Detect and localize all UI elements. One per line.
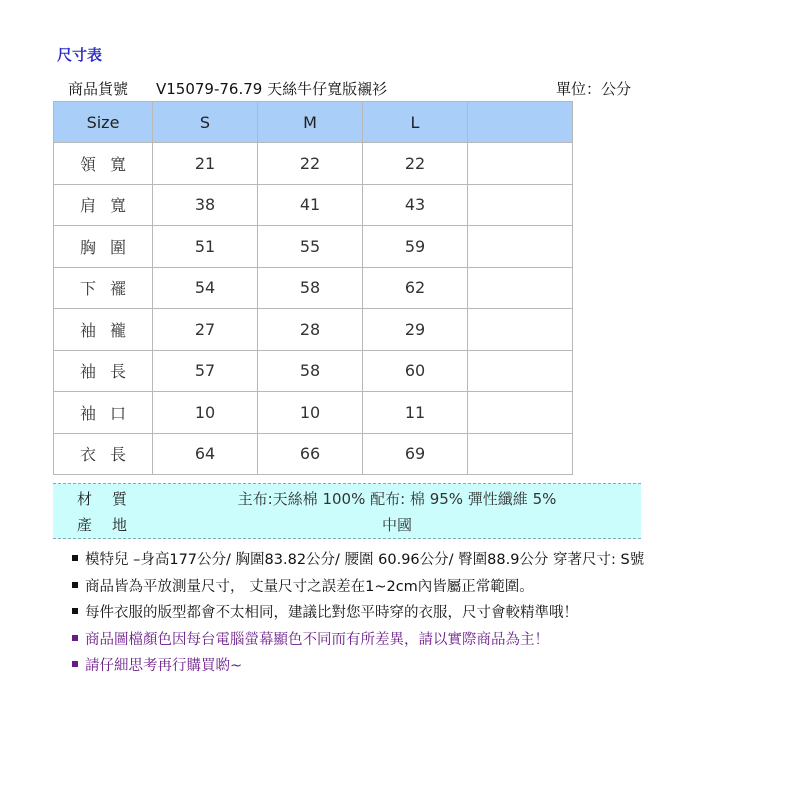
row-label: 袖長 — [54, 350, 153, 392]
table-row — [54, 184, 573, 226]
cell-value: 62 — [363, 267, 468, 309]
origin-row — [53, 512, 641, 538]
cell-value — [468, 226, 573, 268]
list-item — [72, 628, 792, 655]
row-label: 肩寬 — [54, 184, 153, 226]
cell-value: 10 — [258, 392, 363, 434]
cell-value: 66 — [258, 433, 363, 475]
table-row — [54, 433, 573, 475]
cell-value: 41 — [258, 184, 363, 226]
table-row — [54, 392, 573, 434]
cell-value: 58 — [258, 267, 363, 309]
cell-value: 58 — [258, 350, 363, 392]
cell-value: 22 — [363, 143, 468, 185]
table-row — [54, 267, 573, 309]
material-origin-box — [53, 483, 641, 539]
cell-value: 21 — [153, 143, 258, 185]
cell-value: 64 — [153, 433, 258, 475]
list-item — [72, 575, 792, 602]
cell-value: 22 — [258, 143, 363, 185]
note-text: 商品皆為平放測量尺寸， 丈量尺寸之誤差在1~2cm內皆屬正常範圍。 — [85, 578, 534, 595]
row-label: 衣長 — [54, 433, 153, 475]
cell-value — [468, 184, 573, 226]
header-s: S — [153, 102, 258, 143]
product-code-name: V15079-76.79 天絲牛仔寬版襯衫 — [156, 80, 388, 98]
cell-value: 28 — [258, 309, 363, 351]
row-label: 領寬 — [54, 143, 153, 185]
cell-value: 27 — [153, 309, 258, 351]
cell-value: 57 — [153, 350, 258, 392]
cell-value: 59 — [363, 226, 468, 268]
table-row — [54, 143, 573, 185]
header-l: L — [363, 102, 468, 143]
cell-value: 10 — [153, 392, 258, 434]
cell-value: 43 — [363, 184, 468, 226]
bullet-square-icon — [72, 635, 78, 641]
size-table — [53, 101, 573, 475]
cell-value — [468, 433, 573, 475]
bullet-square-icon — [72, 661, 78, 667]
table-row — [54, 350, 573, 392]
note-text: 商品圖檔顏色因每台電腦螢幕顯色不同而有所差異，請以實際商品為主！ — [85, 631, 549, 648]
cell-value: 38 — [153, 184, 258, 226]
header-empty — [468, 102, 573, 143]
material-label: 材質 — [77, 490, 148, 508]
origin-label: 產地 — [77, 516, 148, 534]
product-info — [68, 78, 643, 100]
note-text: 模特兒 –身高177公分/ 胸圍83.82公分/ 腰圍 60.96公分/ 臀圍88.9公分 穿著尺寸: S號 — [85, 552, 645, 568]
cell-value: 69 — [363, 433, 468, 475]
list-item — [72, 601, 792, 628]
cell-value — [468, 143, 573, 185]
list-item — [72, 654, 792, 681]
cell-value — [468, 267, 573, 309]
list-item — [72, 548, 792, 575]
cell-value — [468, 309, 573, 351]
row-label: 胸圍 — [54, 226, 153, 268]
cell-value: 29 — [363, 309, 468, 351]
size-table-header — [54, 102, 573, 143]
product-code-label: 商品貨號 — [68, 80, 129, 98]
table-row — [54, 309, 573, 351]
row-label: 袖襱 — [54, 309, 153, 351]
cell-value: 11 — [363, 392, 468, 434]
cell-value: 60 — [363, 350, 468, 392]
cell-value — [468, 350, 573, 392]
cell-value: 51 — [153, 226, 258, 268]
header-size: Size — [54, 102, 153, 143]
bullet-square-icon — [72, 608, 78, 614]
material-row — [53, 486, 641, 512]
note-text: 請仔細思考再行購買喲~ — [85, 658, 243, 674]
row-label: 下襬 — [54, 267, 153, 309]
bullet-square-icon — [72, 582, 78, 588]
material-value: 主布:天絲棉 100% 配布: 棉 95% 彈性纖維 5% — [237, 490, 557, 508]
cell-value — [468, 392, 573, 434]
row-label: 袖口 — [54, 392, 153, 434]
origin-value: 中國 — [381, 516, 412, 534]
bullet-square-icon — [72, 555, 78, 561]
page-title: 尺寸表 — [57, 46, 103, 64]
header-m: M — [258, 102, 363, 143]
cell-value: 54 — [153, 267, 258, 309]
table-row — [54, 226, 573, 268]
note-text: 每件衣服的版型都會不太相同，建議比對您平時穿的衣服，尺寸會較精準哦！ — [85, 605, 578, 621]
notes-list — [72, 548, 792, 681]
cell-value: 55 — [258, 226, 363, 268]
unit-label: 單位：公分 — [556, 80, 632, 98]
